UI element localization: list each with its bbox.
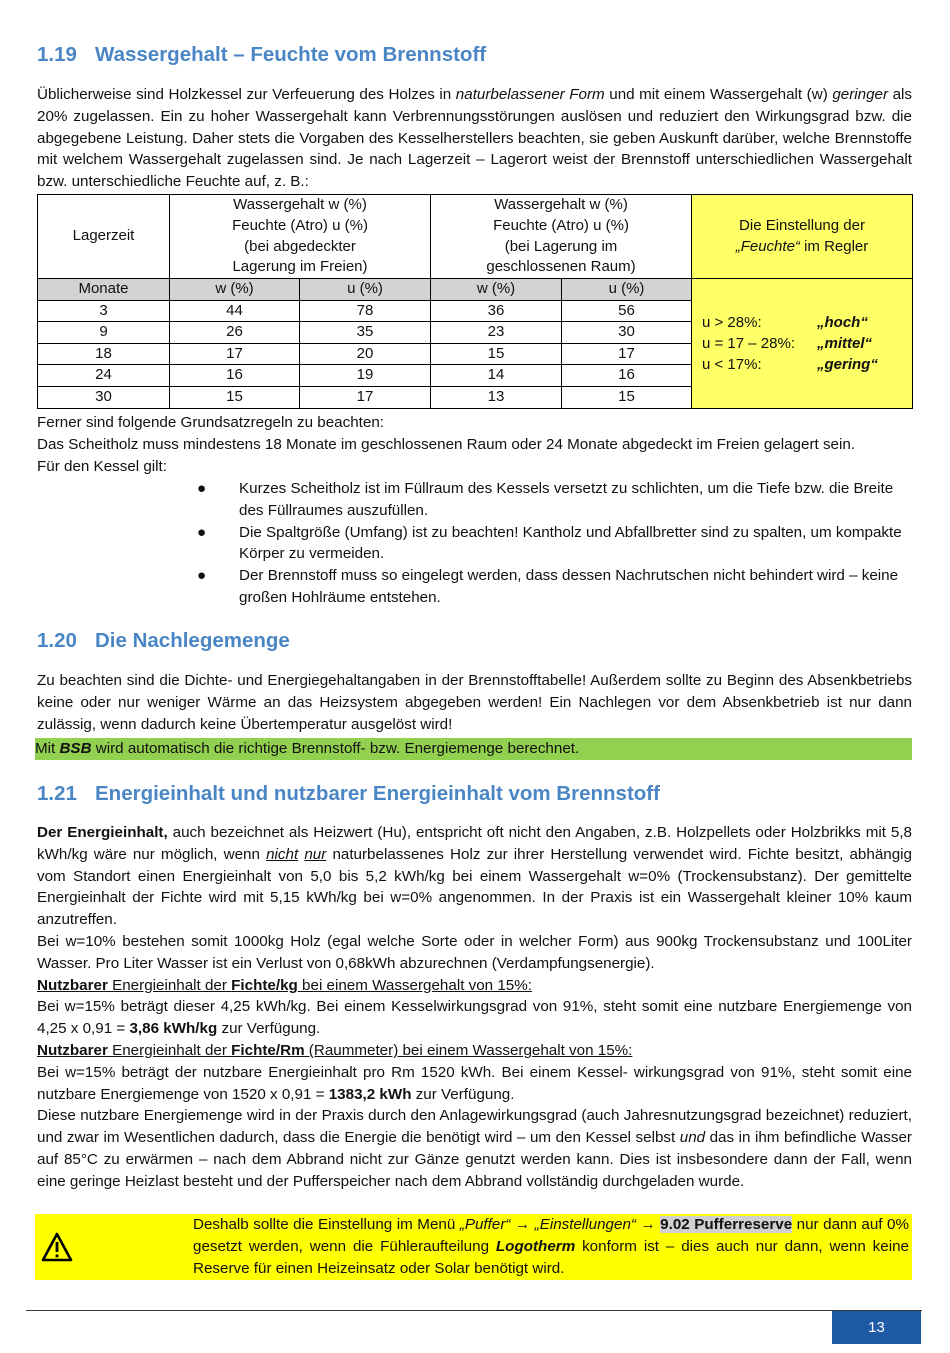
table-cell: 15 — [431, 343, 562, 365]
energy-paragraph-2: Bei w=10% bestehen somit 1000kg Holz (egal welche Sorte oder in welcher Form) aus 900kg Trockensubstanz und 100Liter Wasser. Pro Liter Wasser ist ein Verlust von 0,68kWh abzurechnen (Verdampfungsenergie). — [37, 932, 912, 972]
subheader-cell: u (%) — [562, 279, 692, 301]
setting-level: „mittel“ — [817, 334, 873, 352]
header-lagerzeit: Lagerzeit — [38, 195, 170, 279]
setting-level: „hoch“ — [817, 314, 868, 332]
table-cell: 20 — [300, 343, 431, 365]
setting-cond: u = 17 – 28%: — [702, 334, 795, 352]
energy-paragraph-5: Diese nutzbare Energiemenge wird in der Praxis durch den Anlagewirkungsgrad (auch Jahresnutzungsgrad bezeichnet) reduziert, und zwar im Wesentlichen dadurch, dass die Energie die benötigt wird – um den Kessel selbst und das in ihm befindliche Wasser auf 85°C zu erwärmen – nach dem Abbrand nicht zur Gänze genutzt werden kann. Dies ist insbesondere dann der Fall, wenn eine geringe Heizlast besteht und der Pufferspeicher nach dem Abbrand vollständig durchgeladen wurde. — [37, 1107, 912, 1190]
bullet-icon: ● — [197, 523, 207, 541]
intro-paragraph: Üblicherweise sind Holzkessel zur Verfeuerung des Holzes in naturbelassener Form und mit einem Wassergehalt (w) geringer als 20% zugelassen. Ein zu hoher Wassergehalt kann Verbrennungsstörungen auslösen und reduziert den Wirkungsgrad bzw. die abgegebene Leistung. Daher stets die Vorgaben des Kesselherstellers beachten, sie geben Auskunft darüber, welche Brennstoffe mit welchem Wassergehalt zugelassen sind. Je nach Lagerzeit – Lagerort weist der Brennstoff unterschiedlichen Wassergehalt bzw. unterschiedliche Feuchte auf, z. B.: — [37, 86, 913, 191]
section-heading-1-21: 1.21 Energieinhalt und nutzbarer Energieinhalt vom Brennstoff — [37, 782, 660, 805]
table-cell: 30 — [562, 322, 692, 344]
warning-box — [35, 1214, 912, 1280]
table-cell: 19 — [300, 365, 431, 387]
subheader-cell: w (%) — [170, 279, 300, 301]
table-cell: 24 — [38, 365, 170, 387]
table-cell: 13 — [431, 386, 562, 408]
subheading-fichte-kg: Nutzbarer Energieinhalt der Fichte/kg bei einem Wassergehalt von 15%: — [37, 976, 532, 994]
list-item: ● Der Brennstoff muss so eingelegt werden, dass dessen Nachrutschen nicht behindert wird – keine großen Hohlräume entstehen. — [197, 567, 899, 606]
table-cell: 15 — [170, 386, 300, 408]
nachlege-paragraph: Zu beachten sind die Dichte- und Energiegehaltangaben in der Brennstofftabelle! Außerdem sollte zu Beginn des Absenkbetriebs keine oder nur weniger Wärme an das Heizsystem abgegeben werden! Ein Nachlegen vor dem Absenkbetrieb ist nur dann zulässig, wenn dadurch keine Übertemperatur ausgelöst wird! — [37, 672, 912, 733]
section-heading-1-20: 1.20 Die Nachlegemenge — [37, 629, 290, 652]
table-cell: 26 — [170, 322, 300, 344]
table-cell: 35 — [300, 322, 431, 344]
header-outdoor: Wassergehalt w (%) Feuchte (Atro) u (%) (bei abgedeckter Lagerung im Freien) — [170, 195, 431, 279]
table-cell: 30 — [38, 386, 170, 408]
rules-line: Das Scheitholz muss mindestens 18 Monate im geschlossenen Raum oder 24 Monate abgedeckt im Freien gelagert sein. — [37, 435, 856, 453]
table-cell: 78 — [300, 300, 431, 322]
menu-path-highlight: 9.02 Pufferreserve — [660, 1216, 793, 1233]
table-cell: 3 — [38, 300, 170, 322]
warning-triangle-icon — [41, 1232, 73, 1262]
setting-levels — [692, 279, 913, 409]
table-cell: 36 — [431, 300, 562, 322]
bullet-icon: ● — [197, 567, 207, 585]
list-item: ● Kurzes Scheitholz ist im Füllraum des Kessels versetzt zu schlichten, um die Tiefe bzw. die Breite des Füllraumes auszufüllen. — [197, 480, 894, 519]
table-cell: 9 — [38, 322, 170, 344]
header-setting: Die Einstellung der „Feuchte“ im Regler — [692, 195, 913, 279]
table-subheader-row — [38, 279, 913, 301]
list-item: ● Die Spaltgröße (Umfang) ist zu beachten! Kantholz und Abfallbretter sind zu spalten, um kompakte Körper zu vermeiden. — [197, 523, 902, 563]
bsb-note: Mit BSB wird automatisch die richtige Brennstoff- bzw. Energiemenge berechnet. — [35, 738, 912, 760]
bullet-list — [197, 478, 912, 609]
rules-intro — [37, 412, 912, 477]
table-cell: 44 — [170, 300, 300, 322]
table-cell: 16 — [562, 365, 692, 387]
rules-line: Ferner sind folgende Grundsatzregeln zu beachten: — [37, 414, 384, 431]
table-cell: 56 — [562, 300, 692, 322]
moisture-table — [37, 194, 913, 409]
table-cell: 17 — [562, 343, 692, 365]
setting-cond: u > 28%: — [702, 314, 762, 332]
table-cell: 16 — [170, 365, 300, 387]
energy-paragraph-1: Der Energieinhalt, auch bezeichnet als Heizwert (Hu), entspricht oft nicht den Angaben, z.B. Holzpellets oder Holzbrikks mit 5,8 kWh/kg wäre nur möglich, wenn nicht nur naturbelassenes Holz zur ihrer Herstellung verwendet wird. Fichte besitzt, abhängig vom Standort einen Energieinhalt von 5,0 bis 5,2 kWh/kg bei einem Wassergehalt w=0% (Trockensubstanz). Der gemittelte Energieinhalt der Fichte wird mit 5,15 kWh/kg bei w=0% angenommen. In der Praxis ist ein Wassergehalt kleiner 10% kaum anzutreffen. — [37, 824, 912, 929]
section-heading-1-19: 1.19 Wassergehalt – Feuchte vom Brennstoff — [37, 43, 487, 66]
table-cell: 14 — [431, 365, 562, 387]
energy-paragraph-4: Bei w=15% beträgt der nutzbare Energieinhalt pro Rm 1520 kWh. Bei einem Kessel- wirkungsgrad von 91%, steht somit eine nutzbare Energiemenge von 1520 x 0,91 = 1383,2 kWh zur Verfügung. — [37, 1063, 912, 1103]
bullet-icon: ● — [197, 480, 207, 497]
page-number-badge: 13 — [832, 1311, 921, 1344]
setting-level: „gering“ — [817, 355, 878, 373]
table-cell: 18 — [38, 343, 170, 365]
table-cell: 17 — [170, 343, 300, 365]
subheader-cell: u (%) — [300, 279, 431, 301]
subheader-cell: Monate — [38, 279, 170, 301]
rules-line: Für den Kessel gilt: — [37, 457, 167, 475]
subheader-cell: w (%) — [431, 279, 562, 301]
setting-cond: u < 17%: — [702, 355, 762, 373]
table-cell: 17 — [300, 386, 431, 408]
header-indoor: Wassergehalt w (%) Feuchte (Atro) u (%) (bei Lagerung im geschlossenen Raum) — [431, 195, 692, 279]
footer-rule — [26, 1310, 922, 1311]
energy-paragraph-3: Bei w=15% beträgt dieser 4,25 kWh/kg. Bei einem Kesselwirkungsgrad von 91%, steht somit eine nutzbare Energiemenge von 4,25 x 0,91 = 3,86 kWh/kg zur Verfügung. — [37, 998, 912, 1038]
warning-text: Deshalb sollte die Einstellung im Menü „Puffer“ → „Einstellungen“ → 9.02 Pufferreserve nur dann auf 0% gesetzt werden, wenn die Fühleraufteilung Logotherm konform ist – dies auch nur dann, wenn keine Reserve für einen Heizeinsatz oder Solar benötigt wird. — [193, 1216, 909, 1277]
energy-section-body — [37, 822, 912, 1193]
subheading-fichte-rm: Nutzbarer Energieinhalt der Fichte/Rm (Raummeter) bei einem Wassergehalt von 15%: — [37, 1041, 633, 1059]
table-cell: 23 — [431, 322, 562, 344]
table-cell: 15 — [562, 386, 692, 408]
